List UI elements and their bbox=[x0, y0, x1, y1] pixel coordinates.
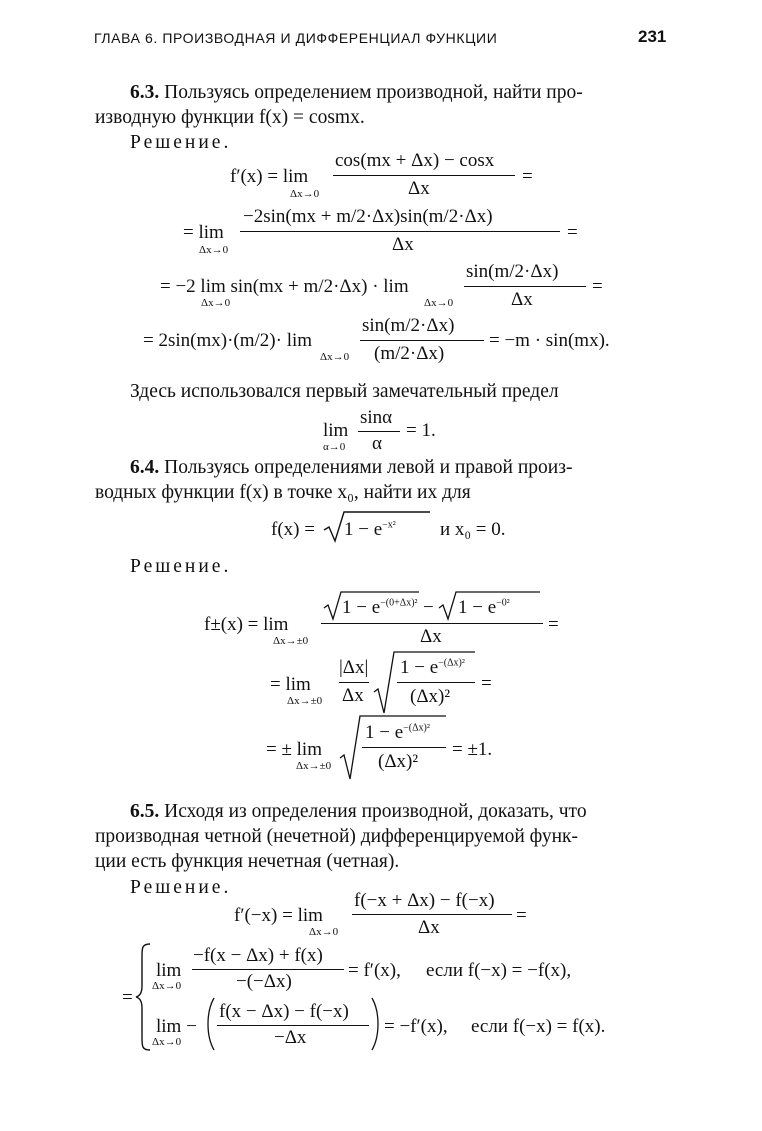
formula-lhs: = lim bbox=[270, 674, 311, 695]
fraction-numerator: |Δx| bbox=[339, 657, 369, 678]
problem-6-5-line1: 6.5. Исходя из определения производной, доказать, что bbox=[130, 801, 587, 822]
formula-lhs: f′(x) = lim bbox=[230, 166, 309, 187]
formula-result: = −m · sin(mx). bbox=[489, 330, 610, 351]
fraction-numerator: sin(m/2·Δx) bbox=[466, 261, 559, 282]
fraction-bar bbox=[358, 431, 400, 432]
fraction-bar bbox=[192, 969, 344, 970]
problem-number: 6.5. bbox=[130, 801, 160, 822]
fraction-numerator: sinα bbox=[360, 407, 393, 428]
formula-lhs: = lim bbox=[183, 222, 224, 243]
problem-number: 6.4. bbox=[130, 457, 160, 478]
limit-subscript: Δx→0 bbox=[424, 297, 454, 309]
running-header: ГЛАВА 6. ПРОИЗВОДНАЯ И ДИФФЕРЕНЦИАЛ ФУНКЦИИ bbox=[94, 30, 498, 46]
fraction-denominator: Δx bbox=[342, 685, 364, 706]
limit-subscript: Δx→0 bbox=[201, 297, 231, 309]
problem-number: 6.3. bbox=[130, 82, 160, 103]
limit-subscript: Δx→±0 bbox=[296, 760, 332, 772]
equals-sign: = bbox=[481, 673, 492, 694]
radicand: $1 - e^{-x^2}$ bbox=[344, 519, 396, 540]
radicand-denominator: (Δx)² bbox=[410, 686, 451, 707]
equals-sign: = bbox=[548, 614, 559, 635]
case-condition: если f(−x) = −f(x), bbox=[426, 960, 572, 981]
problem-6-4-line1: 6.4. Пользуясь определениями левой и правой произ- bbox=[130, 457, 573, 478]
fraction-numerator: f(−x + Δx) − f(−x) bbox=[354, 890, 495, 911]
radicand-denominator: (Δx)² bbox=[378, 751, 419, 772]
remark-text: Здесь использовался первый замечательный предел bbox=[130, 381, 559, 402]
limit-subscript: Δx→0 bbox=[290, 188, 320, 200]
limit-subscript: Δx→±0 bbox=[273, 635, 309, 647]
limit-subscript: Δx→0 bbox=[320, 351, 350, 363]
formula-lhs: f′(−x) = lim bbox=[234, 905, 323, 926]
fraction-numerator: $1 - e^{-(0+\Delta x)^2}$ bbox=[342, 597, 418, 618]
case-result: = f′(x), bbox=[348, 960, 401, 981]
limit-subscript: Δx→0 bbox=[199, 244, 229, 256]
fraction-bar bbox=[397, 682, 475, 683]
left-brace-icon bbox=[134, 942, 152, 1052]
fraction-denominator: Δx bbox=[511, 289, 533, 310]
limit-subscript: Δx→0 bbox=[152, 980, 182, 992]
limit-lhs: lim bbox=[323, 420, 349, 441]
fraction-bar bbox=[217, 1025, 369, 1026]
fraction-bar bbox=[333, 175, 515, 176]
fraction-denominator: Δx bbox=[392, 234, 414, 255]
formula-lhs: = 2sin(mx)·(m/2)· lim bbox=[143, 330, 313, 351]
equals-sign: = bbox=[567, 222, 578, 243]
fraction-denominator: (m/2·Δx) bbox=[374, 343, 445, 364]
fraction-denominator: −(−Δx) bbox=[236, 971, 292, 992]
problem-6-5-line3: ции есть функция нечетная (четная). bbox=[95, 851, 400, 872]
limit-subscript: Δx→0 bbox=[309, 926, 339, 938]
fraction-bar bbox=[240, 231, 560, 232]
fraction-numerator: sin(m/2·Δx) bbox=[362, 315, 455, 336]
fraction-bar bbox=[360, 340, 484, 341]
formula-lhs: f±(x) = lim bbox=[204, 614, 289, 635]
fraction-bar bbox=[352, 914, 512, 915]
problem-6-4-line2: водных функции f(x) в точке x₀, найти их для bbox=[95, 482, 471, 503]
case-result: = −f′(x), bbox=[384, 1016, 448, 1037]
fraction-denominator: Δx bbox=[408, 178, 430, 199]
left-paren-icon bbox=[204, 996, 216, 1052]
equals-sign: = bbox=[592, 276, 603, 297]
fraction-bar bbox=[339, 682, 369, 683]
formula-lhs: f(x) = bbox=[271, 519, 315, 540]
fraction-numerator: −f(x − Δx) + f(x) bbox=[193, 945, 323, 966]
limit-result: = 1. bbox=[406, 420, 436, 441]
equals-sign: = bbox=[516, 905, 527, 926]
fraction-numerator: −2sin(mx + m/2·Δx)sin(m/2·Δx) bbox=[243, 206, 493, 227]
solution-label: Решение. bbox=[130, 877, 232, 898]
problem-6-5-line2: производная четной (нечетной) дифференцируемой функ- bbox=[95, 826, 578, 847]
fraction-denominator: −Δx bbox=[274, 1027, 307, 1048]
formula-result: = ±1. bbox=[452, 739, 493, 760]
condition-text: и x₀ = 0. bbox=[440, 519, 506, 540]
radicand-numerator: $1 - e^{-(\Delta x)^2}$ bbox=[365, 722, 430, 743]
solution-label: Решение. bbox=[130, 556, 232, 577]
problem-6-3-line1: 6.3. Пользуясь определением производной, найти про- bbox=[130, 82, 583, 103]
page-number: 231 bbox=[638, 27, 667, 46]
case-condition: если f(−x) = f(x). bbox=[471, 1016, 606, 1037]
limit-subscript: Δx→0 bbox=[152, 1036, 182, 1048]
limit-subscript: α→0 bbox=[323, 441, 346, 453]
case-limit: lim bbox=[156, 960, 182, 981]
case-limit: lim − bbox=[156, 1016, 197, 1037]
fraction-numerator: f(x − Δx) − f(−x) bbox=[219, 1001, 349, 1022]
fraction-numerator: $1 - e^{-0^2}$ bbox=[458, 597, 510, 618]
problem-6-3-line2: изводную функции f(x) = cosmx. bbox=[95, 107, 365, 128]
equals-sign: = bbox=[522, 166, 533, 187]
minus-sign: − bbox=[423, 597, 434, 618]
limit-subscript: Δx→±0 bbox=[287, 695, 323, 707]
fraction-bar bbox=[464, 286, 586, 287]
equals-sign: = bbox=[122, 987, 133, 1008]
fraction-numerator: cos(mx + Δx) − cosx bbox=[335, 150, 495, 171]
fraction-bar bbox=[362, 747, 446, 748]
radicand-numerator: $1 - e^{-(\Delta x)^2}$ bbox=[400, 657, 465, 678]
formula-lhs: = ± lim bbox=[266, 739, 322, 760]
fraction-denominator: Δx bbox=[418, 917, 440, 938]
solution-label: Решение. bbox=[130, 132, 232, 153]
fraction-denominator: Δx bbox=[420, 626, 442, 647]
fraction-bar bbox=[321, 623, 543, 624]
formula-lhs: = −2 lim sin(mx + m/2·Δx) · lim bbox=[160, 276, 409, 297]
right-paren-icon bbox=[370, 996, 382, 1052]
fraction-denominator: α bbox=[372, 433, 382, 454]
